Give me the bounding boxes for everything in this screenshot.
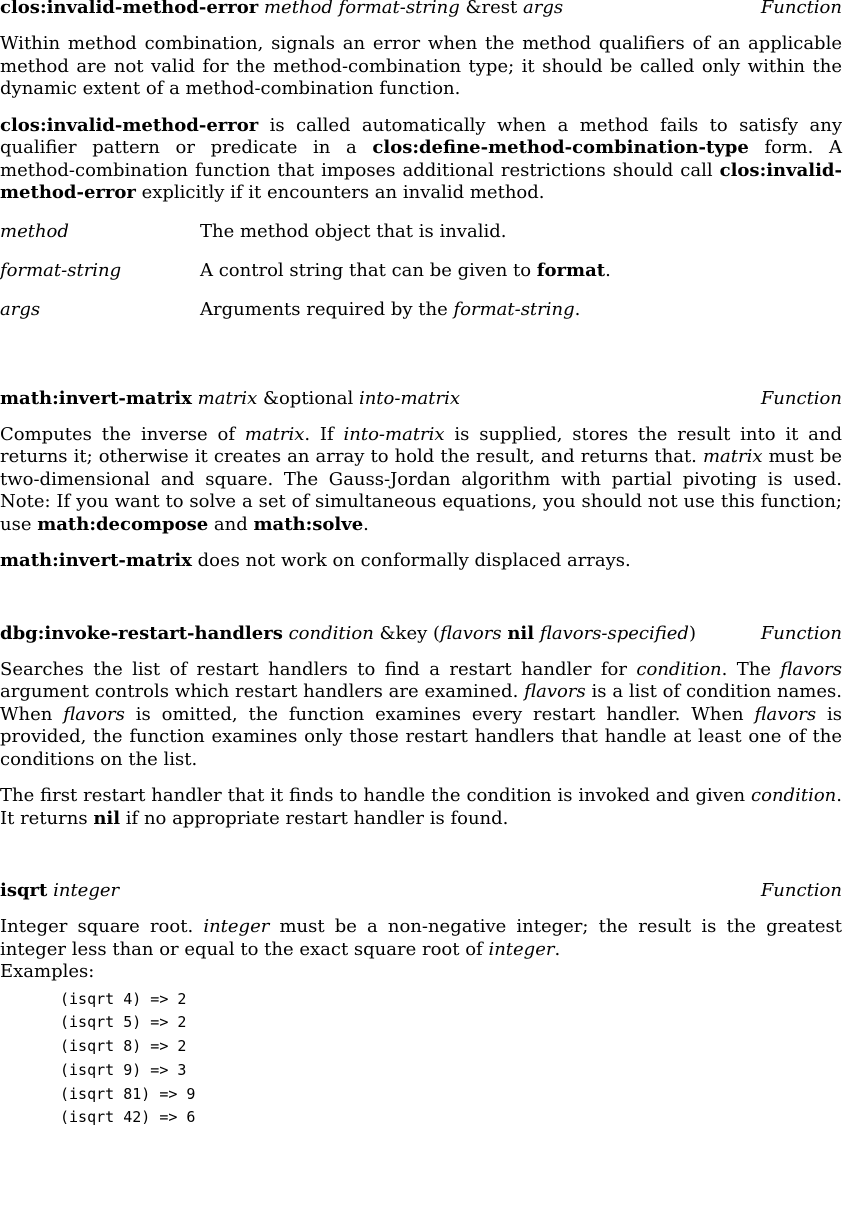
entry-header bbox=[0, 388, 842, 410]
bold-term: nil bbox=[507, 622, 535, 644]
text-run: . bbox=[574, 298, 581, 320]
code-line: (isqrt 42) => 6 bbox=[60, 1108, 196, 1127]
text-run: if no appropriate restart handler is found. bbox=[120, 807, 509, 829]
text-run: is omitted, the function examines every restart handler. When bbox=[124, 703, 755, 725]
italic-term: matrix bbox=[244, 423, 305, 445]
italic-term: flavors-specified bbox=[539, 622, 689, 644]
function-signature bbox=[264, 0, 563, 18]
argument-list bbox=[0, 221, 842, 338]
function-name: math:invert-matrix bbox=[0, 387, 192, 409]
text-run: explicitly if it encounters an invalid method. bbox=[135, 182, 545, 203]
entry-dbg-invoke-restart-handlers bbox=[0, 623, 842, 831]
argument-row bbox=[0, 221, 842, 260]
text-run: Arguments required by the bbox=[200, 298, 454, 320]
entry-isqrt bbox=[0, 880, 842, 1130]
italic-term: format-string bbox=[338, 0, 460, 18]
italic-term: matrix bbox=[702, 446, 763, 467]
italic-term: args bbox=[522, 0, 564, 18]
code-line: (isqrt 81) => 9 bbox=[60, 1084, 196, 1103]
argument-description bbox=[200, 299, 580, 322]
italic-term: condition bbox=[288, 622, 374, 644]
code-line: (isqrt 8) => 2 bbox=[60, 1037, 187, 1056]
entry-kind: Function bbox=[760, 622, 842, 644]
italic-term: format-string bbox=[453, 298, 575, 320]
italic-term: integer bbox=[53, 880, 120, 901]
text-run: must be a non-negative integer; the result is the greatest integer less than or equal to the exact square root of bbox=[0, 916, 842, 960]
italic-term: integer bbox=[203, 916, 270, 937]
text-run: must be two-dimensional and square. The Gauss-Jordan algorithm with partial pivoting is used. Note: If you want to solve a set of simultaneous equations, you should not use this function; use bbox=[0, 446, 843, 535]
text-run: The first restart handler that it finds to handle the condition is invoked and given bbox=[0, 785, 752, 806]
text-run: . bbox=[605, 259, 611, 281]
entry-header bbox=[0, 880, 842, 902]
italic-term: flavors bbox=[440, 622, 502, 644]
italic-term: flavors bbox=[780, 658, 842, 680]
text-run: is provided, the function examines only those restart handlers that handle at least one of the conditions on the list. bbox=[0, 703, 842, 770]
code-line: (isqrt 4) => 2 bbox=[60, 989, 187, 1008]
function-signature bbox=[53, 880, 119, 901]
description-paragraph bbox=[0, 33, 842, 101]
italic-term: flavors bbox=[63, 703, 125, 725]
description-paragraph bbox=[0, 424, 842, 537]
function-signature bbox=[198, 388, 460, 409]
text-run: &optional bbox=[257, 387, 359, 409]
description-paragraph bbox=[0, 115, 842, 205]
italic-term: method bbox=[263, 0, 333, 18]
bold-term: math:invert-matrix bbox=[0, 550, 192, 571]
argument-description bbox=[200, 260, 611, 283]
entry-header bbox=[0, 623, 842, 645]
text-run: . bbox=[554, 938, 561, 960]
italic-term: condition bbox=[751, 785, 837, 806]
argument-row bbox=[0, 299, 842, 338]
bold-term: clos:invalid-method-error bbox=[0, 159, 842, 203]
text-run: Integer square root. bbox=[0, 916, 204, 937]
function-name: isqrt bbox=[0, 880, 48, 901]
entry-kind: Function bbox=[760, 880, 842, 901]
text-run: argument controls which restart handlers are examined. bbox=[0, 681, 525, 702]
text-run: and bbox=[208, 513, 254, 535]
argument-name: format-string bbox=[0, 259, 122, 281]
italic-term: flavors bbox=[754, 703, 817, 725]
text-run: . If bbox=[304, 423, 344, 445]
argument-name: method bbox=[0, 220, 69, 242]
bold-term: format bbox=[536, 259, 606, 281]
text-run: A control string that can be given to bbox=[200, 259, 537, 281]
entry-kind: Function bbox=[760, 0, 842, 18]
bold-term: clos:invalid-method-error bbox=[0, 114, 259, 136]
text-run: The method object that is invalid. bbox=[200, 220, 507, 242]
text-run: ) bbox=[688, 622, 696, 644]
text-run: Searches the list of restart handlers to find a restart handler for bbox=[0, 658, 637, 680]
bold-term: math:decompose bbox=[37, 513, 209, 535]
italic-term: into-matrix bbox=[343, 423, 445, 445]
examples-label: Examples: bbox=[0, 961, 95, 982]
text-run: does not work on conformally displaced arrays. bbox=[191, 550, 631, 571]
italic-term: integer bbox=[488, 938, 555, 960]
text-run: form. A method-combination function that imposes additional restrictions should call bbox=[0, 137, 842, 181]
entry-kind: Function bbox=[760, 387, 842, 409]
code-line: (isqrt 5) => 2 bbox=[60, 1013, 187, 1032]
text-run: . The bbox=[721, 658, 781, 680]
entry-header bbox=[0, 0, 842, 19]
italic-term: matrix bbox=[197, 387, 258, 409]
description-paragraph bbox=[0, 659, 842, 772]
description-paragraph bbox=[0, 785, 842, 830]
text-run: . bbox=[363, 513, 369, 535]
text-run: Within method combination, signals an error when the method qualifiers of an applicable method are not valid for the method-combination type; it should be called only within the dynamic extent of a method-combination function. bbox=[0, 33, 842, 99]
italic-term: condition bbox=[636, 658, 722, 680]
function-name: clos:invalid-method-error bbox=[0, 0, 259, 18]
code-examples bbox=[0, 988, 842, 1131]
italic-term: flavors bbox=[524, 681, 586, 702]
text-run: is a list of condition names. When bbox=[0, 681, 842, 725]
text-run: is supplied, stores the result into it and returns it; otherwise it creates an array to hold the result, and returns that. bbox=[0, 423, 843, 467]
description-paragraph bbox=[0, 916, 842, 961]
function-signature bbox=[289, 623, 696, 644]
bold-term: math:solve bbox=[253, 513, 364, 535]
argument-row bbox=[0, 260, 842, 299]
text-run: . It returns bbox=[0, 785, 842, 829]
italic-term: into-matrix bbox=[358, 387, 461, 409]
text-run: is called automatically when a method fails to satisfy any qualifier pattern or predicate in a bbox=[0, 114, 842, 158]
text-run: Computes the inverse of bbox=[0, 423, 245, 445]
description-paragraph bbox=[0, 550, 842, 573]
entry-math-invert-matrix bbox=[0, 388, 842, 573]
code-line: (isqrt 9) => 3 bbox=[60, 1060, 187, 1079]
text-run: &rest bbox=[459, 0, 523, 18]
function-name: dbg:invoke-restart-handlers bbox=[0, 622, 283, 644]
argument-description bbox=[200, 221, 506, 244]
text-run: &key ( bbox=[373, 622, 441, 644]
argument-name: args bbox=[0, 298, 41, 320]
bold-term: clos:define-method-combination-type bbox=[372, 137, 749, 158]
entry-clos-invalid-method-error bbox=[0, 0, 842, 338]
bold-term: nil bbox=[93, 807, 121, 829]
